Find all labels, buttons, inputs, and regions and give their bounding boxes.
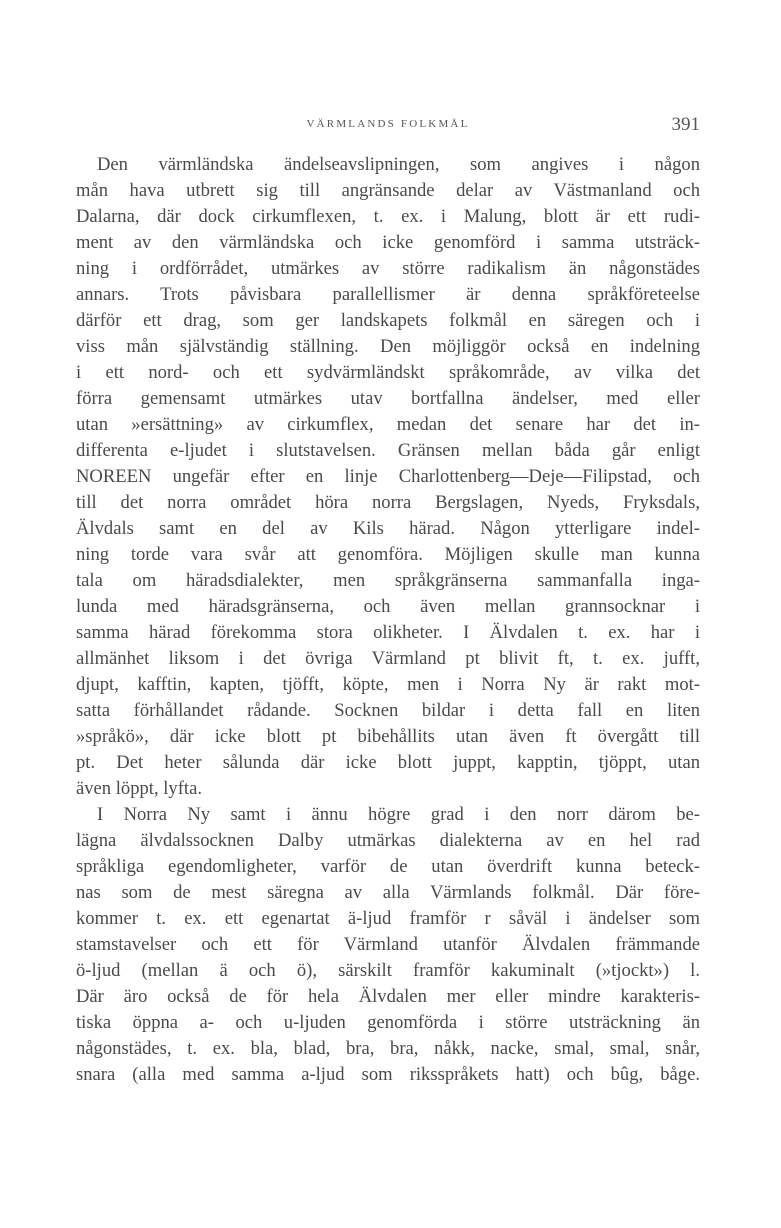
text-line: djupt, kafftin, kapten, tjöfft, köpte, men i Norra Ny är rakt mot- xyxy=(76,674,700,695)
text-line: Där äro också de för hela Älvdalen mer eller mindre karakteris- xyxy=(76,986,700,1007)
text-line: ment av den värmländska och icke genomförd i samma utsträck- xyxy=(76,232,700,253)
text-line: i ett nord- och ett sydvärmländskt språkområde, av vilka det xyxy=(76,362,700,383)
text-line: ning i ordförrådet, utmärkes av större radikalism än någonstädes xyxy=(76,258,700,279)
text-line: ö-ljud (mellan ä och ö), särskilt framför kakuminalt (»tjockt») l. xyxy=(76,960,700,981)
text-line: differenta e-ljudet i slutstavelsen. Gränsen mellan båda går enligt xyxy=(76,440,700,461)
paragraph-1 xyxy=(76,152,700,802)
text-line: annars. Trots påvisbara parallellismer är denna språkföreteelse xyxy=(76,284,700,305)
text-line: satta förhållandet rådande. Socknen bildar i detta fall en liten xyxy=(76,700,700,721)
text-line: utan »ersättning» av cirkumflex, medan det senare har det in- xyxy=(76,414,700,435)
text-line: någonstädes, t. ex. bla, blad, bra, bra, nåkk, nacke, smal, smal, snår, xyxy=(76,1038,700,1059)
text-line: tiska öppna a- och u-ljuden genomförda i större utsträckning än xyxy=(76,1012,700,1033)
text-line: även löppt, lyfta. xyxy=(76,778,202,799)
text-line: snara (alla med samma a-ljud som riksspråkets hatt) och bûg, båge. xyxy=(76,1064,700,1085)
text-line: kommer t. ex. ett egenartat ä-ljud framför r såväl i ändelser som xyxy=(76,908,700,929)
text-line: I Norra Ny samt i ännu högre grad i den norr därom be- xyxy=(97,804,700,825)
text-line: stamstavelser och ett för Värmland utanför Älvdalen främmande xyxy=(76,934,700,955)
text-line: lunda med häradsgränserna, och även mellan grannsocknar i xyxy=(76,596,700,617)
text-line: Den värmländska ändelseavslipningen, som angives i någon xyxy=(97,154,700,175)
paragraph-2 xyxy=(76,802,700,1088)
page-number: 391 xyxy=(671,114,700,135)
page-header xyxy=(76,114,700,140)
text-line: tala om häradsdialekter, men språkgränserna sammanfalla inga- xyxy=(76,570,700,591)
text-line: Dalarna, där dock cirkumflexen, t. ex. i Malung, blott är ett rudi- xyxy=(76,206,700,227)
text-line: till det norra området höra norra Bergslagen, Nyeds, Fryksdals, xyxy=(76,492,700,513)
running-title: VÄRMLANDS FOLKMÅL xyxy=(306,118,470,130)
text-line: nas som de mest säregna av alla Värmlands folkmål. Där före- xyxy=(76,882,700,903)
text-line: »språkö», där icke blott pt bibehållits utan även ft övergått till xyxy=(76,726,700,747)
text-line: allmänhet liksom i det övriga Värmland pt blivit ft, t. ex. jufft, xyxy=(76,648,700,669)
text-line: Älvdals samt en del av Kils härad. Någon ytterligare indel- xyxy=(76,518,700,539)
text-line: NOREEN ungefär efter en linje Charlottenberg—Deje—Filipstad, och xyxy=(76,466,700,487)
text-line: förra gemensamt utmärkes utav bortfallna ändelser, med eller xyxy=(76,388,700,409)
text-line: därför ett drag, som ger landskapets folkmål en säregen och i xyxy=(76,310,700,331)
text-line: språkliga egendomligheter, varför de utan överdrift kunna beteck- xyxy=(76,856,700,877)
text-line: viss mån självständig ställning. Den möjliggör också en indelning xyxy=(76,336,700,357)
text-line: samma härad förekomma stora olikheter. I Älvdalen t. ex. har i xyxy=(76,622,700,643)
text-line: ning torde vara svår att genomföra. Möjligen skulle man kunna xyxy=(76,544,700,565)
text-line: lägna älvdalssocknen Dalby utmärkas dialekterna av en hel rad xyxy=(76,830,700,851)
text-line: mån hava utbrett sig till angränsande delar av Västmanland och xyxy=(76,180,700,201)
body-text xyxy=(76,152,700,1088)
text-line: pt. Det heter sålunda där icke blott juppt, kapptin, tjöppt, utan xyxy=(76,752,700,773)
